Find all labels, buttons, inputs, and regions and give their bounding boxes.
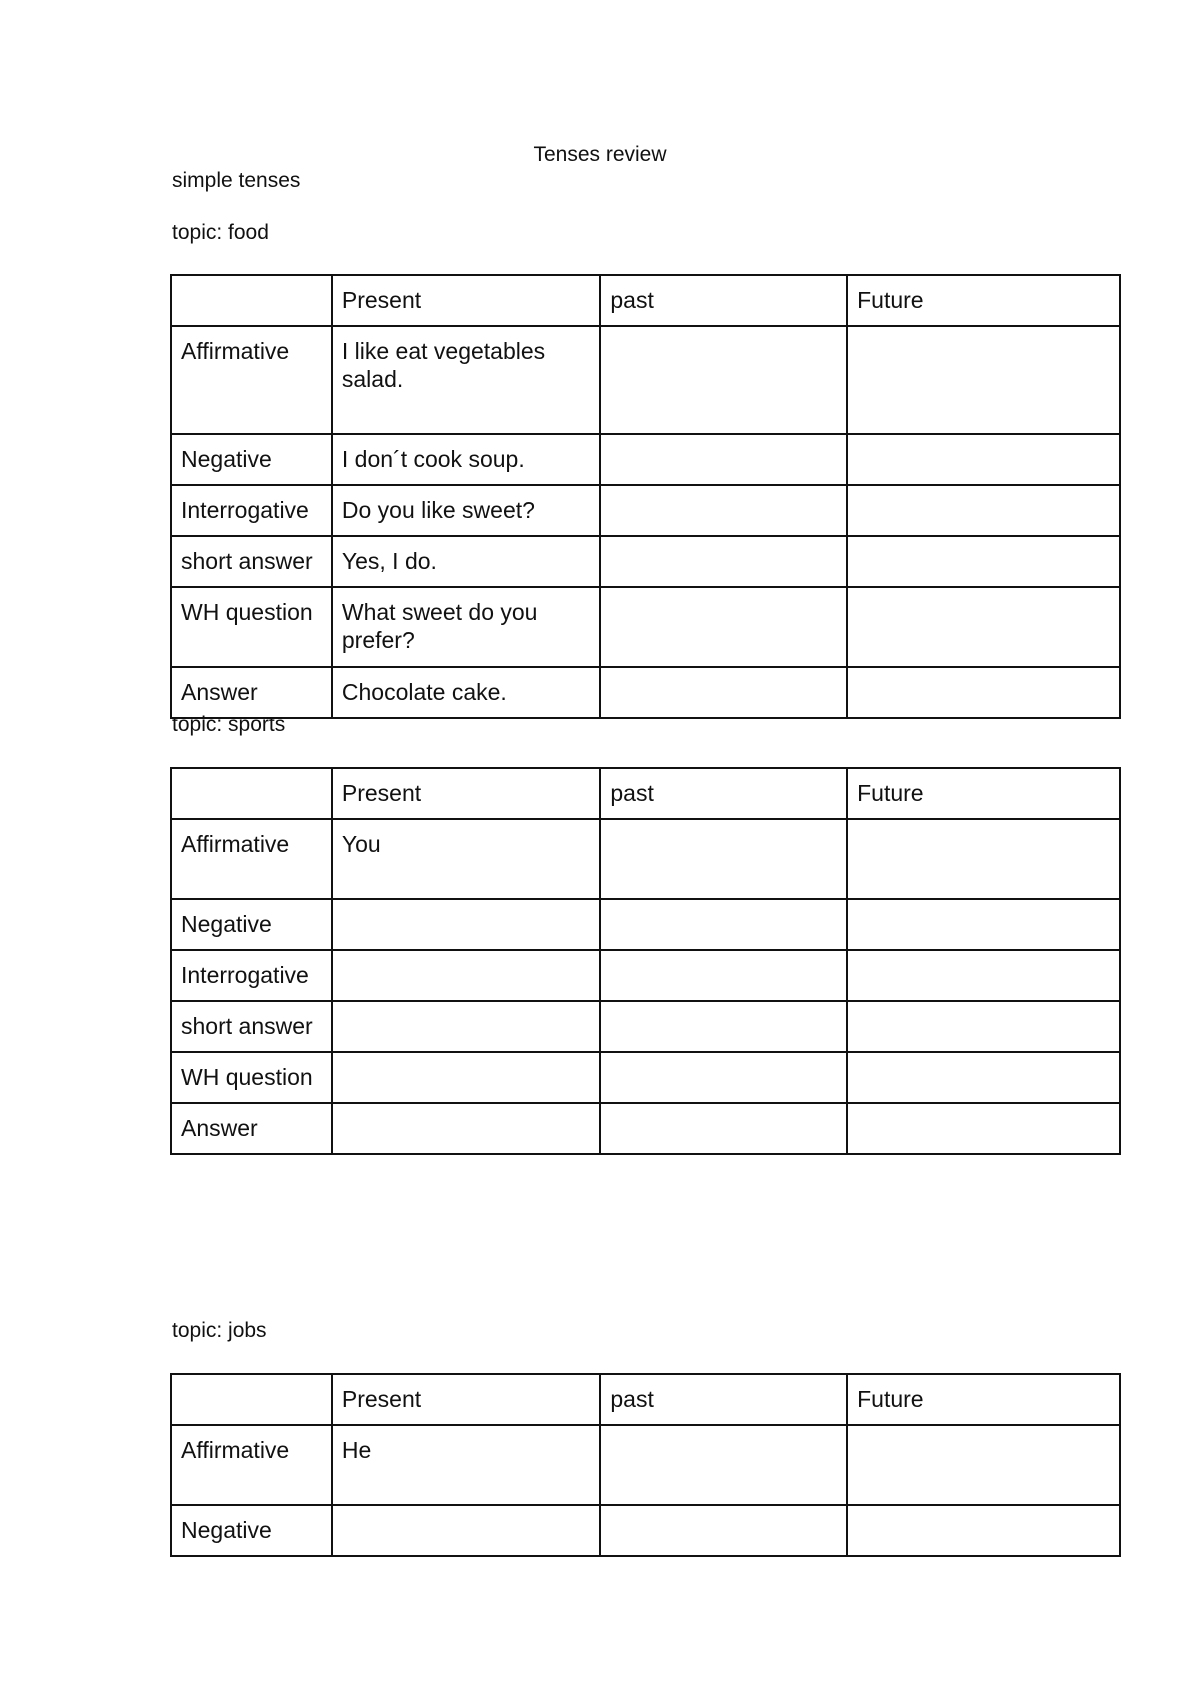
- header-cell-empty: [171, 1374, 332, 1425]
- table-header-row: [171, 768, 1120, 819]
- cell-past[interactable]: [600, 1052, 847, 1103]
- row-label: WH question: [171, 1052, 332, 1103]
- cell-past[interactable]: [600, 587, 847, 667]
- page-title: Tenses review: [533, 143, 667, 166]
- row-label: short answer: [171, 536, 332, 587]
- table-row: [171, 434, 1120, 485]
- cell-present[interactable]: You: [332, 819, 601, 899]
- cell-future[interactable]: [847, 667, 1120, 718]
- table-row: [171, 667, 1120, 718]
- cell-future[interactable]: [847, 1103, 1120, 1154]
- row-label: Interrogative: [171, 485, 332, 536]
- cell-future[interactable]: [847, 434, 1120, 485]
- header-cell-past: past: [600, 1374, 847, 1425]
- table-row: [171, 587, 1120, 667]
- table-row: [171, 1425, 1120, 1505]
- cell-future[interactable]: [847, 326, 1120, 434]
- cell-present[interactable]: I don´t cook soup.: [332, 434, 601, 485]
- cell-present[interactable]: [332, 899, 601, 950]
- table-header-row: [171, 275, 1120, 326]
- cell-past[interactable]: [600, 1425, 847, 1505]
- table-row: [171, 536, 1120, 587]
- header-cell-past: past: [600, 768, 847, 819]
- topic-heading-jobs: topic: jobs: [172, 1319, 267, 1342]
- cell-future[interactable]: [847, 1052, 1120, 1103]
- header-cell-future: Future: [847, 275, 1120, 326]
- cell-present[interactable]: [332, 1103, 601, 1154]
- table-row: [171, 485, 1120, 536]
- cell-past[interactable]: [600, 950, 847, 1001]
- header-cell-past: past: [600, 275, 847, 326]
- cell-past[interactable]: [600, 819, 847, 899]
- cell-future[interactable]: [847, 1001, 1120, 1052]
- cell-past[interactable]: [600, 1505, 847, 1556]
- row-label: Negative: [171, 1505, 332, 1556]
- row-label: Interrogative: [171, 950, 332, 1001]
- topic-heading-sports: topic: sports: [172, 713, 286, 736]
- header-cell-present: Present: [332, 275, 601, 326]
- header-cell-present: Present: [332, 768, 601, 819]
- table-row: [171, 950, 1120, 1001]
- cell-past[interactable]: [600, 1001, 847, 1052]
- cell-future[interactable]: [847, 899, 1120, 950]
- cell-past[interactable]: [600, 485, 847, 536]
- cell-future[interactable]: [847, 950, 1120, 1001]
- table-row: [171, 1001, 1120, 1052]
- row-label: WH question: [171, 587, 332, 667]
- cell-present[interactable]: Yes, I do.: [332, 536, 601, 587]
- cell-future[interactable]: [847, 1425, 1120, 1505]
- table-row: [171, 1103, 1120, 1154]
- tense-table-sports: [170, 767, 1121, 1155]
- cell-past[interactable]: [600, 667, 847, 718]
- cell-present[interactable]: He: [332, 1425, 601, 1505]
- row-label: Negative: [171, 899, 332, 950]
- row-label: Answer: [171, 667, 332, 718]
- cell-future[interactable]: [847, 536, 1120, 587]
- row-label: short answer: [171, 1001, 332, 1052]
- cell-past[interactable]: [600, 899, 847, 950]
- row-label: Affirmative: [171, 819, 332, 899]
- topic-heading-food: topic: food: [172, 221, 269, 244]
- header-cell-future: Future: [847, 1374, 1120, 1425]
- cell-past[interactable]: [600, 326, 847, 434]
- row-label: Answer: [171, 1103, 332, 1154]
- table-row: [171, 1505, 1120, 1556]
- cell-present[interactable]: Do you like sweet?: [332, 485, 601, 536]
- cell-present[interactable]: [332, 950, 601, 1001]
- cell-past[interactable]: [600, 434, 847, 485]
- tense-table-jobs: [170, 1373, 1121, 1557]
- cell-present[interactable]: [332, 1505, 601, 1556]
- table-row: [171, 1052, 1120, 1103]
- cell-present[interactable]: Chocolate cake.: [332, 667, 601, 718]
- cell-present[interactable]: [332, 1052, 601, 1103]
- table-row: [171, 819, 1120, 899]
- subtitle: simple tenses: [172, 169, 301, 192]
- cell-present[interactable]: I like eat vegetables salad.: [332, 326, 601, 434]
- cell-future[interactable]: [847, 587, 1120, 667]
- cell-present[interactable]: [332, 1001, 601, 1052]
- cell-future[interactable]: [847, 1505, 1120, 1556]
- cell-future[interactable]: [847, 485, 1120, 536]
- cell-past[interactable]: [600, 536, 847, 587]
- row-label: Affirmative: [171, 326, 332, 434]
- header-cell-empty: [171, 768, 332, 819]
- header-cell-present: Present: [332, 1374, 601, 1425]
- table-row: [171, 899, 1120, 950]
- row-label: Negative: [171, 434, 332, 485]
- tense-table-food: [170, 274, 1121, 719]
- table-row: [171, 326, 1120, 434]
- cell-present[interactable]: What sweet do you prefer?: [332, 587, 601, 667]
- header-cell-empty: [171, 275, 332, 326]
- header-cell-future: Future: [847, 768, 1120, 819]
- table-header-row: [171, 1374, 1120, 1425]
- cell-future[interactable]: [847, 819, 1120, 899]
- cell-past[interactable]: [600, 1103, 847, 1154]
- row-label: Affirmative: [171, 1425, 332, 1505]
